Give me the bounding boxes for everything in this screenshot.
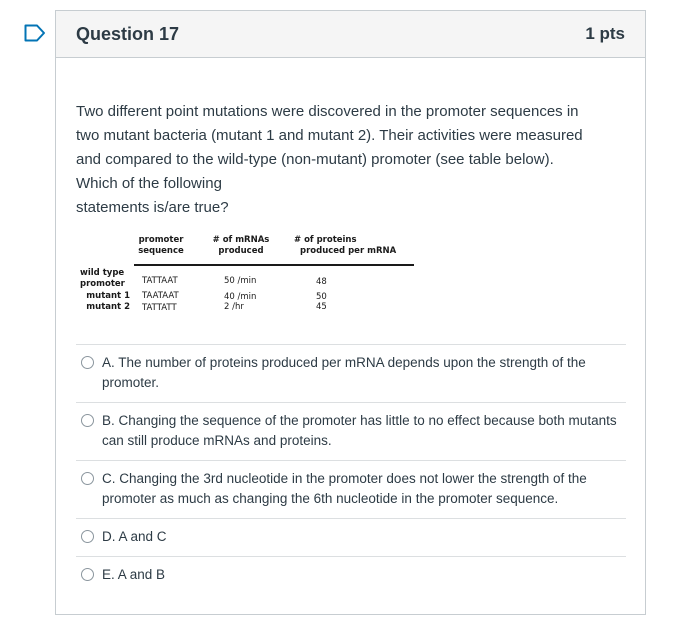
sequence-mutant-1: TAATAAT bbox=[142, 291, 179, 301]
header-produced: produced bbox=[218, 246, 264, 256]
answer-label[interactable]: A. The number of proteins produced per mRNA depends upon the strength of the promoter. bbox=[102, 355, 586, 390]
answer-label[interactable]: D. A and C bbox=[102, 529, 167, 544]
mutation-data-table bbox=[80, 234, 420, 314]
mrnas-mutant-2: 2 /hr bbox=[224, 302, 244, 312]
header-promoter: promoter bbox=[138, 235, 184, 245]
question-text-line: Which of the following bbox=[76, 175, 222, 192]
answer-option-b[interactable] bbox=[76, 402, 626, 460]
sequence-mutant-2: TATTATT bbox=[142, 303, 177, 313]
proteins-mutant-2: 45 bbox=[316, 302, 327, 312]
question-card bbox=[55, 10, 646, 615]
question-text bbox=[76, 100, 621, 220]
radio-button[interactable] bbox=[81, 472, 94, 485]
mrnas-wild-type: 50 /min bbox=[224, 276, 257, 286]
header-sequence: sequence bbox=[138, 246, 184, 256]
answer-option-c[interactable] bbox=[76, 460, 626, 518]
question-text-line: statements is/are true? bbox=[76, 199, 229, 216]
answer-label[interactable]: C. Changing the 3rd nucleotide in the promoter does not lower the strength of the promoter as much as changing the 6th nucleotide in the promoter sequence. bbox=[102, 471, 587, 506]
radio-button[interactable] bbox=[81, 356, 94, 369]
header-mrnas: # of mRNAs bbox=[212, 235, 270, 245]
answer-option-d[interactable] bbox=[76, 518, 626, 556]
row-label-promoter: promoter bbox=[80, 279, 125, 289]
radio-button[interactable] bbox=[81, 568, 94, 581]
question-text-line: Two different point mutations were discovered in the promoter sequences in bbox=[76, 103, 579, 120]
radio-button[interactable] bbox=[81, 530, 94, 543]
question-title: Question 17 bbox=[76, 23, 180, 44]
proteins-mutant-1: 50 bbox=[316, 292, 327, 302]
answer-label[interactable]: E. A and B bbox=[102, 567, 166, 582]
row-label-mutant-1: mutant 1 bbox=[86, 291, 130, 301]
mrnas-mutant-1: 40 /min bbox=[224, 292, 257, 302]
sequence-wild-type: TATTAAT bbox=[142, 276, 178, 286]
answer-option-e[interactable] bbox=[76, 556, 626, 594]
row-label-wild-type: wild type bbox=[80, 268, 125, 278]
table-header-rule bbox=[134, 264, 414, 266]
proteins-wild-type: 48 bbox=[316, 277, 327, 287]
flag-question-icon[interactable] bbox=[24, 24, 46, 42]
question-text-line: and compared to the wild-type (non-mutant) promoter (see table below). bbox=[76, 151, 554, 168]
question-header bbox=[56, 11, 645, 58]
question-text-line: two mutant bacteria (mutant 1 and mutant 2). Their activities were measured bbox=[76, 127, 583, 144]
answer-list bbox=[76, 344, 626, 594]
radio-button[interactable] bbox=[81, 414, 94, 427]
question-points: 1 pts bbox=[585, 24, 625, 43]
answer-option-a[interactable] bbox=[76, 344, 626, 402]
header-proteins: # of proteins bbox=[294, 235, 357, 245]
header-produced-per-mrna: produced per mRNA bbox=[300, 246, 397, 256]
answer-label[interactable]: B. Changing the sequence of the promoter has little to no effect because both mutants can still produce mRNAs and proteins. bbox=[102, 413, 617, 448]
row-label-mutant-2: mutant 2 bbox=[86, 302, 130, 312]
